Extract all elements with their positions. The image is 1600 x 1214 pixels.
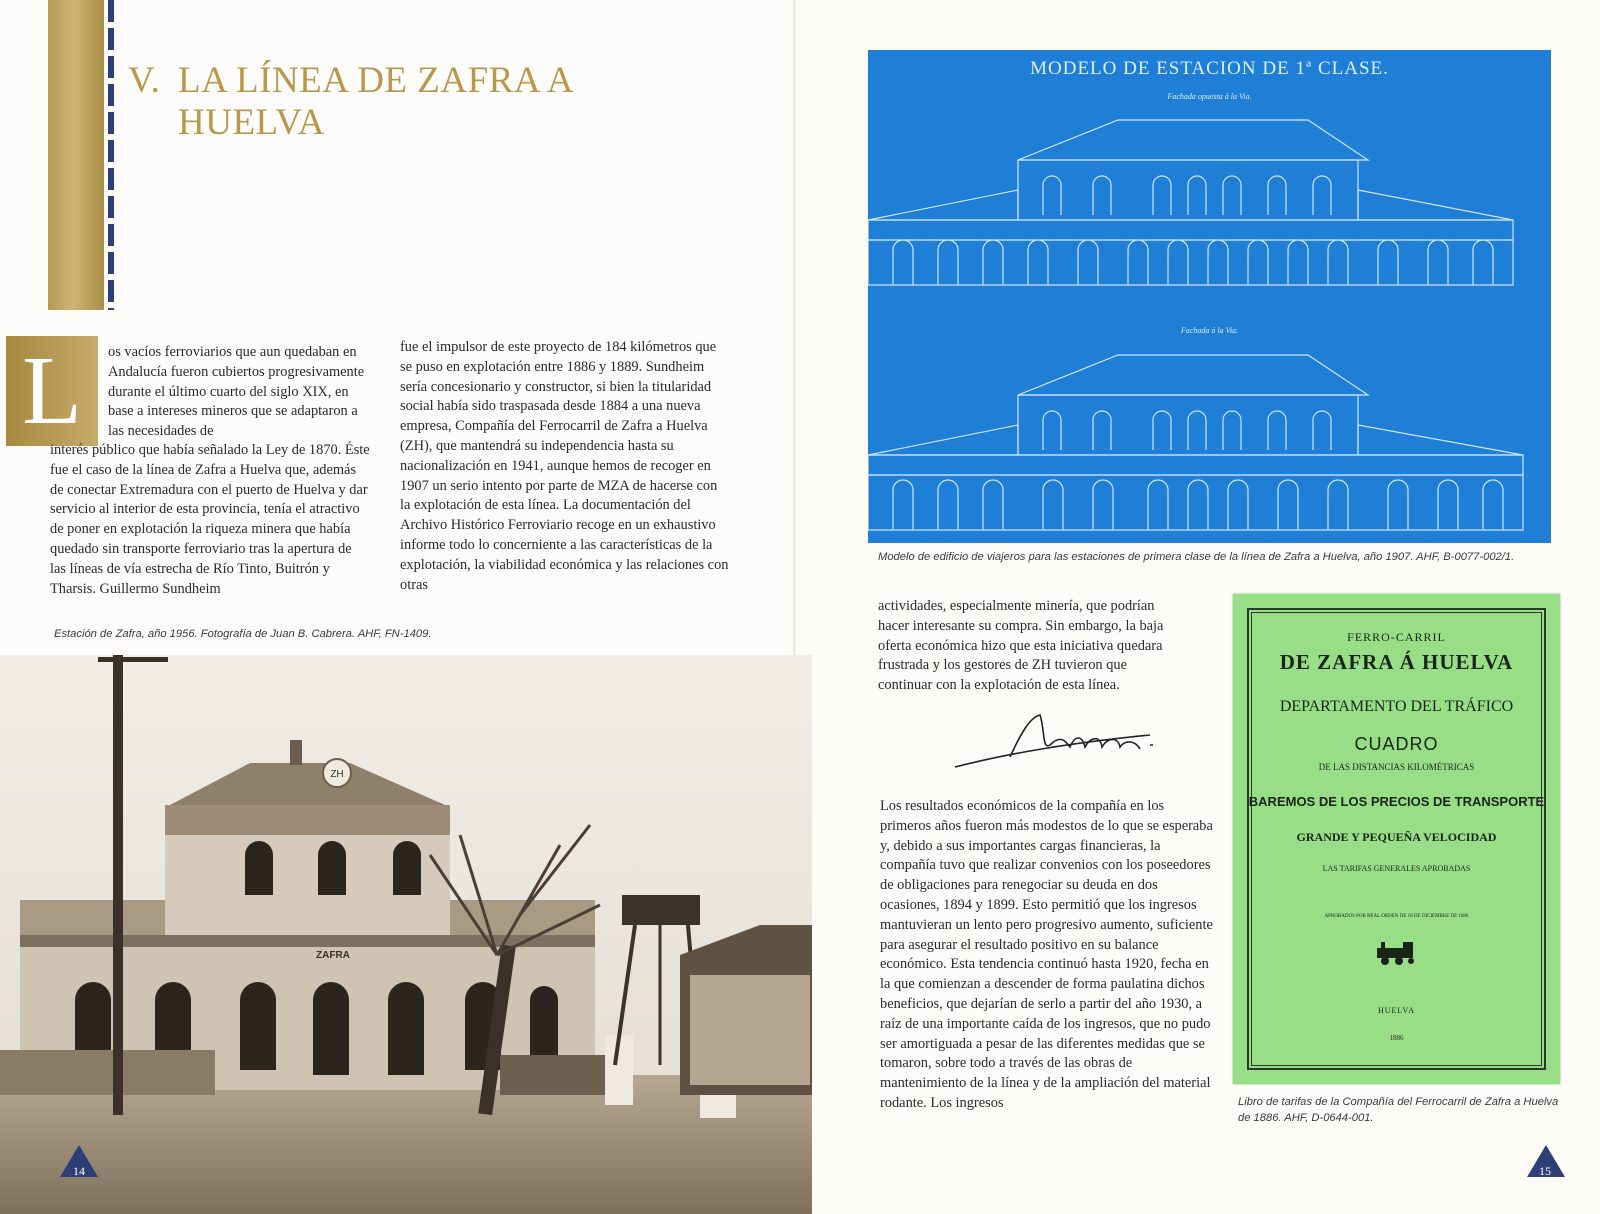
tariff-book-cover (1233, 594, 1560, 1084)
drop-cap: L (6, 336, 98, 446)
book-line-8: LAS TARIFAS GENERALES APROBADAS (1322, 864, 1471, 873)
body-text-col1-lead: os vacíos ferroviarios que aun quedaban en Andalucía fueron cubiertos progresivamente durante el último cuarto del siglo XIX, en base a intereses mineros que se adaptaron a las necesidades de (108, 344, 365, 440)
zafra-station-photo (0, 655, 812, 1214)
station-blueprint (868, 50, 1551, 543)
book-caption: Libro de tarifas de la Compañía del Ferrocarril de Zafra a Huelva de 1886. AHF, D-0644-001. (1238, 1096, 1559, 1124)
station-photo-illustration (0, 655, 812, 1214)
chapter-title-line2: HUELVA (178, 102, 325, 143)
page-number-right: 15 (1539, 1164, 1551, 1178)
book-line-10: HUELVA (1377, 1006, 1416, 1015)
blueprint-title: MODELO DE ESTACION DE 1ª CLASE. (1030, 58, 1389, 79)
locomotive-icon (1373, 940, 1421, 966)
sundheim-signature (950, 705, 1200, 775)
book-line-9: APROBADOS POR REAL ORDEN DE 18 DE DICIEMBRE DE 1886 (1324, 914, 1469, 919)
photo-emblem-text: ZH (330, 769, 344, 780)
book-line-4: CUADRO (1354, 734, 1439, 754)
photo-sign-text: ZAFRA (316, 950, 350, 961)
blueprint-subtitle-2: Fachada á la Via. (1180, 326, 1239, 335)
blueprint-caption: Modelo de edificio de viajeros para las estaciones de primera clase de la línea de Zafra a Huelva, año 1907. AHF, B-0077-002/1. (878, 551, 1515, 563)
chapter-number: V. (128, 60, 161, 101)
body-text-right-top: actividades, especialmente minería, que podrían hacer interesante su compra. Sin embargo, la baja oferta económica hizo que esta iniciativa quedara frustrada y los gestores de ZH tuvieron que continuar con la explotación de esta línea. (878, 598, 1164, 694)
book-line-7: GRANDE Y PEQUEÑA VELOCIDAD (1296, 830, 1497, 844)
blueprint-subtitle-1: Fachada opuesta á la Via. (1167, 92, 1252, 101)
photo-caption: Estación de Zafra, año 1956. Fotografía de Juan B. Cabrera. AHF, FN-1409. (54, 628, 432, 640)
blue-dashed-rule (108, 0, 114, 310)
book-line-11: 1886 (1389, 1034, 1404, 1042)
blueprint-drawing (868, 50, 1551, 543)
page-number-left: 14 (73, 1164, 85, 1178)
book-line-5: DE LAS DISTANCIAS KILOMÉTRICAS (1318, 762, 1475, 772)
book-line-1: FERRO-CARRIL (1347, 630, 1446, 644)
book-line-6: BAREMOS DE LOS PRECIOS DE TRANSPORTE (1248, 794, 1545, 809)
body-text-right-main: Los resultados económicos de la compañía en los primeros años fueron más modestos de lo que se esperaba y, debido a sus importantes cargas financieras, la compañía tuvo que realizar convenios con los poseedores de obligaciones para renegociar su deuda en dos ocasiones, 1894 y 1899. Esto permitió que los ingresos mantuvieran un lento pero progresivo aumento, suficiente para asegurar el resultado positivo en su balance económico. Esta tendencia continuó hasta 1920, fecha en la que comienzan a descender de forma paulatina dichos beneficios, que dejarían de serlo a partir del año 1930, a raíz de una importante caída de los ingresos, que no pudo ser amortiguada a pesar de las diferentes medidas que se tomaron, sobre todo a través de las obras de mantenimiento de la línea y de la ampliación del material rodante. Los ingresos (880, 798, 1213, 1111)
chapter-title (128, 60, 688, 144)
chapter-title-line1: LA LÍNEA DE ZAFRA A (178, 60, 574, 101)
book-line-3: DEPARTAMENTO DEL TRÁFICO (1279, 698, 1514, 715)
body-text-col1: interés público que había señalado la Ley de 1870. Éste fue el caso de la línea de Zafra a Huelva que, además de conectar Extremadura con el puerto de Huelva y dar servicio al interior de esta provincia, tenía el atractivo de poner en explotación la riqueza minera que había quedado sin transporte ferroviario tras la apertura de las líneas de vía estrecha de Río Tinto, Buitrón y Tharsis. Guillermo Sundheim (50, 442, 370, 597)
body-text-col2: fue el impulsor de este proyecto de 184 kilómetros que se puso en explotación entre 1886 y 1889. Sundheim sería concesionario y constructor, si bien la titularidad social había sido traspasada desde 1884 a una nueva empresa, Compañía del Ferrocarril de Zafra a Huelva (ZH), que mantendrá su independencia hasta su nacionalización en 1941, aunque hemos de recoger en 1907 un serio intento por parte de MZA de hacerse con la explotación de esta línea. La documentación del Archivo Histórico Ferroviario recoge en un exhaustivo informe todo lo concerniente a las características de la explotación, la viabilidad económica y las relaciones con otras (400, 339, 729, 593)
gold-chapter-bar (48, 0, 104, 310)
book-line-2: DE ZAFRA Á HUELVA (1279, 650, 1514, 674)
